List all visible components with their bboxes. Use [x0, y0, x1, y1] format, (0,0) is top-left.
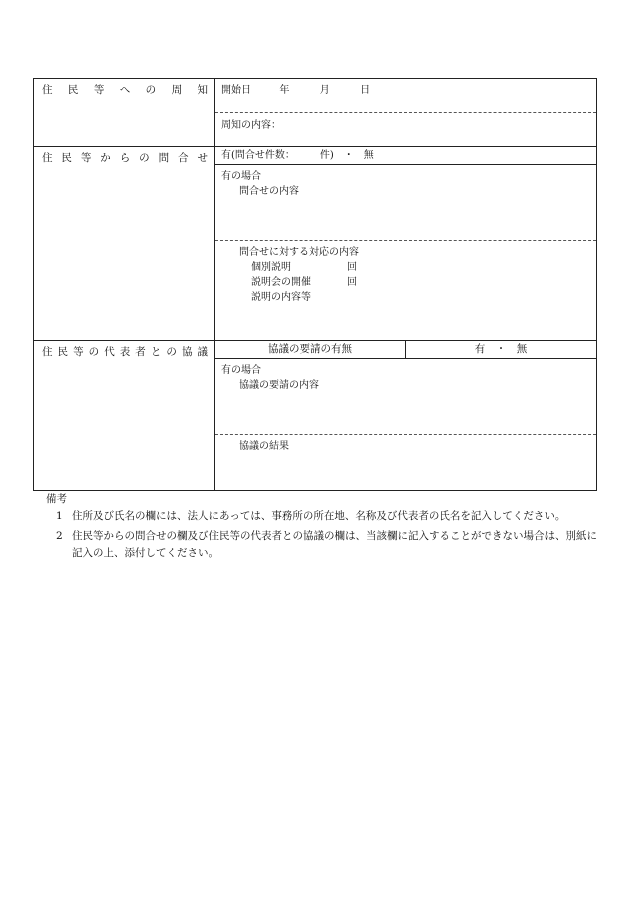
- remarks-title: 備考: [46, 493, 67, 505]
- inquiry-content-area[interactable]: [215, 164, 596, 240]
- consultation-if-yes: 有の場合: [221, 365, 261, 376]
- notice-label: 住民等への周知: [42, 84, 208, 96]
- year-label: 年: [279, 85, 290, 96]
- inquiry-content-cell[interactable]: [215, 147, 597, 341]
- inquiry-response-label: 問合せに対する対応の内容: [239, 247, 359, 258]
- explanation-content-label: 説明の内容等: [251, 292, 311, 303]
- consultation-result-label: 協議の結果: [239, 441, 289, 452]
- inquiry-label-cell: [34, 147, 215, 341]
- briefing-session-line: [221, 275, 590, 290]
- notice-label-cell: [34, 79, 215, 147]
- notice-start-line[interactable]: [215, 79, 596, 112]
- inquiry-presence-text: 有(問合せ件数： 件) ・ 無: [221, 150, 374, 161]
- report-form-table: [33, 78, 597, 491]
- inquiry-response-area[interactable]: [215, 240, 596, 339]
- consultation-request-content: 協議の要請の内容: [239, 380, 319, 391]
- remark-text: 住所及び氏名の欄には、法人にあっては、事務所の所在地、名称及び代表者の氏名を記入してください。: [72, 510, 566, 522]
- consultation-label: 住民等の代表者との協議: [42, 346, 208, 358]
- briefing-session-label: 説明会の開催: [251, 277, 311, 288]
- consultation-content-cell[interactable]: [215, 341, 597, 491]
- consultation-request-value[interactable]: 有 ・ 無: [474, 343, 528, 355]
- consultation-content-area[interactable]: [215, 359, 596, 434]
- notice-content-cell[interactable]: [215, 79, 597, 147]
- consultation-request-line: [215, 341, 596, 359]
- notice-content-line[interactable]: [215, 112, 596, 146]
- individual-explanation-label: 個別説明: [251, 262, 291, 273]
- remark-item: [56, 508, 602, 525]
- consultation-request-header: 協議の要請の有無: [215, 341, 406, 358]
- remark-item: [56, 528, 602, 562]
- notice-content-label: 周知の内容：: [221, 120, 281, 131]
- day-label: 日: [360, 85, 371, 96]
- consultation-row: [34, 341, 597, 491]
- inquiry-presence-line[interactable]: [215, 147, 596, 164]
- individual-explanation-line: [221, 260, 590, 275]
- inquiry-label: 住民等からの問合せ: [42, 152, 208, 164]
- individual-explanation-unit: 回: [347, 262, 357, 273]
- notice-row: [34, 79, 597, 147]
- remarks-section: [46, 491, 602, 562]
- remark-number: 2: [56, 530, 63, 542]
- inquiry-if-yes: 有の場合: [221, 171, 261, 182]
- month-label: 月: [319, 85, 330, 96]
- remark-text: 住民等からの問合せの欄及び住民等の代表者との協議の欄は、当該欄に記入することができない場合は、別紙に記入の上、添付してください。: [72, 530, 597, 559]
- inquiry-row: [34, 147, 597, 341]
- consultation-result-area[interactable]: [215, 434, 596, 490]
- start-date-label: 開始日: [221, 85, 251, 96]
- briefing-session-unit: 回: [347, 277, 357, 288]
- consultation-label-cell: [34, 341, 215, 491]
- remark-number: 1: [56, 510, 63, 522]
- inquiry-content-label: 問合せの内容: [239, 186, 299, 197]
